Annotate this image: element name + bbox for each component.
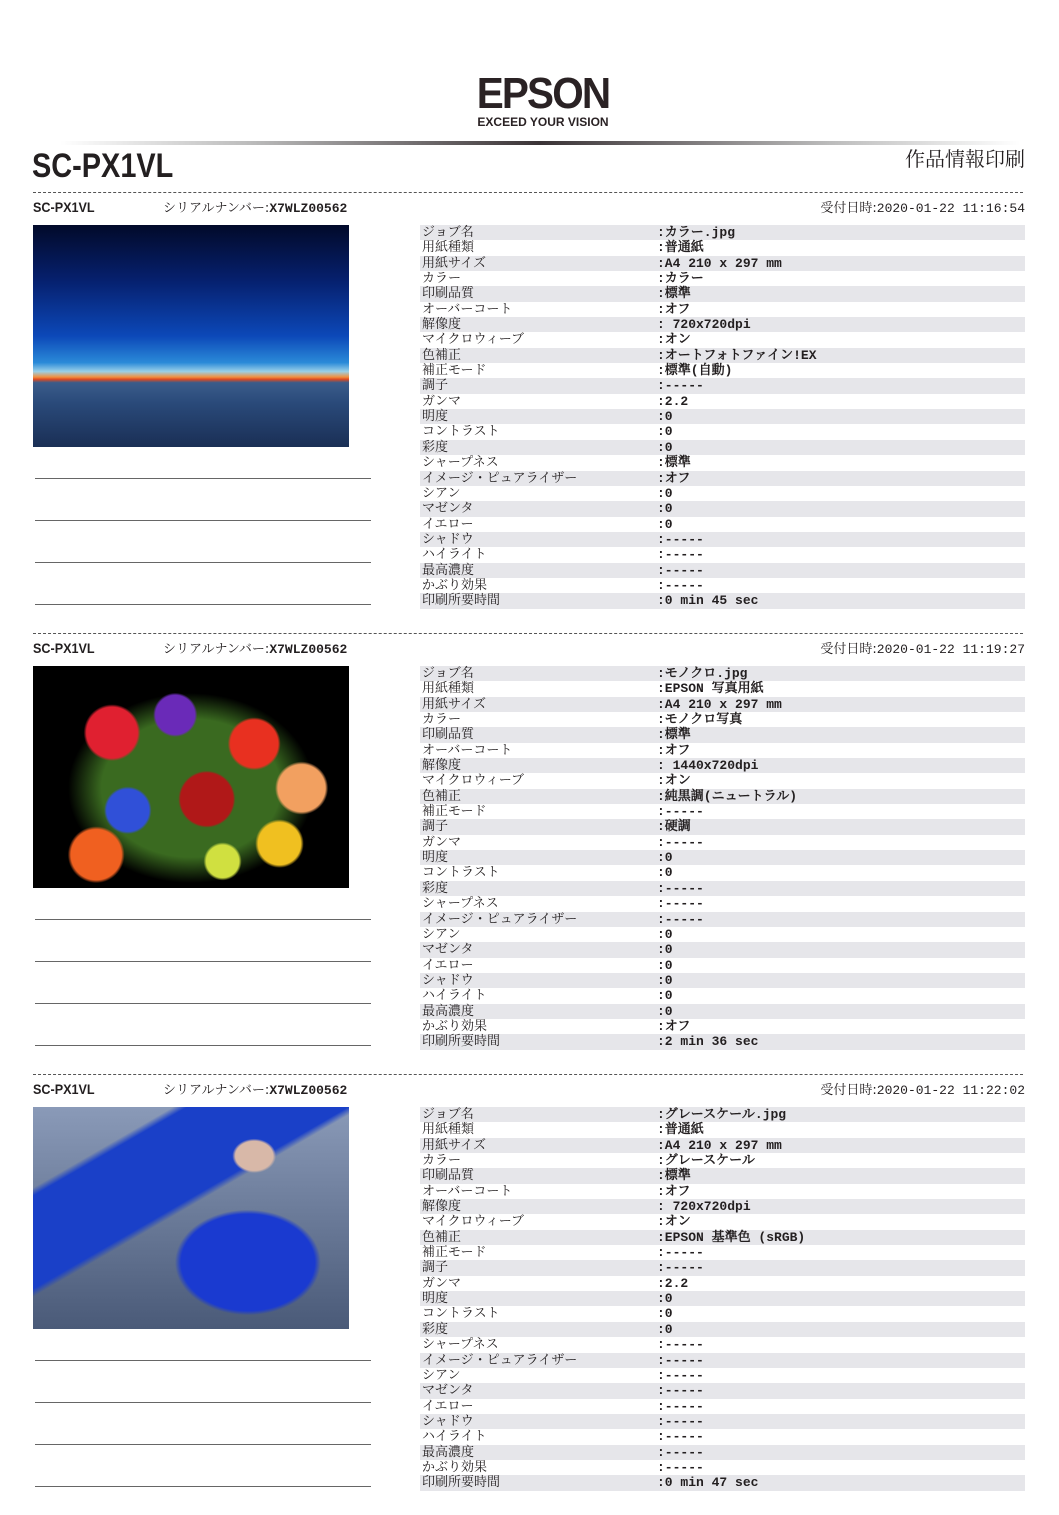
settings-row (420, 988, 1025, 1003)
setting-label: 印刷所要時間 (422, 1034, 501, 1050)
settings-row (420, 1153, 1025, 1168)
received-label: 受付日時: (820, 201, 877, 216)
setting-label: ジョブ名 (422, 666, 474, 681)
job-section (0, 192, 1059, 633)
setting-value: :標準 (657, 1168, 691, 1184)
setting-value: :0 (657, 988, 673, 1004)
note-line (35, 1003, 371, 1004)
setting-label: 色補正 (422, 347, 462, 363)
settings-row (420, 532, 1025, 547)
setting-value: :モノクロ写真 (657, 712, 743, 728)
settings-row (420, 225, 1025, 240)
setting-label: シャドウ (422, 1413, 474, 1429)
settings-row (420, 835, 1025, 850)
setting-label: 最高濃度 (422, 1003, 475, 1019)
settings-row (420, 666, 1025, 681)
settings-row (420, 1306, 1025, 1321)
settings-row (420, 271, 1025, 286)
setting-value: :0 (657, 972, 673, 988)
job-thumbnail-sunset (33, 225, 349, 447)
setting-value: :オフ (657, 1018, 691, 1034)
setting-value: :A4 210 x 297 mm (657, 696, 782, 712)
setting-value: :A4 210 x 297 mm (657, 255, 782, 271)
setting-value: :----- (657, 1398, 704, 1414)
setting-label: イエロー (422, 516, 474, 532)
note-line (35, 1402, 371, 1403)
settings-row (420, 1414, 1025, 1429)
setting-value: :標準 (657, 286, 691, 302)
setting-value: :----- (657, 880, 704, 896)
settings-row (420, 1291, 1025, 1306)
setting-value: :オフ (657, 470, 691, 486)
setting-label: オーバーコート (422, 1183, 513, 1199)
received-label: 受付日時: (820, 642, 877, 657)
setting-label: シアン (422, 485, 461, 501)
settings-row (420, 1475, 1025, 1490)
settings-row (420, 1260, 1025, 1275)
serial-number (163, 1083, 347, 1099)
settings-row (420, 1460, 1025, 1475)
setting-label: 調子 (422, 378, 449, 394)
settings-row (420, 348, 1025, 363)
setting-value: :----- (657, 1337, 704, 1353)
setting-label: オーバーコート (422, 742, 513, 758)
setting-label: ハイライト (422, 547, 487, 563)
setting-value: :----- (657, 547, 704, 563)
setting-label: 用紙種類 (422, 1122, 475, 1138)
setting-value: :2.2 (657, 393, 689, 409)
setting-value: :----- (657, 1429, 704, 1445)
setting-value: :カラー (657, 271, 704, 287)
setting-value: :----- (657, 1459, 704, 1475)
setting-label: かぶり効果 (422, 577, 488, 593)
job-section (0, 1074, 1059, 1515)
settings-row (420, 1004, 1025, 1019)
settings-row (420, 486, 1025, 501)
setting-value: :----- (657, 378, 704, 394)
settings-row (420, 332, 1025, 347)
setting-value: :0 (657, 485, 673, 501)
setting-value: :オフ (657, 1183, 691, 1199)
setting-label: かぶり効果 (422, 1459, 488, 1475)
setting-value: :普通紙 (657, 1122, 704, 1138)
settings-row (420, 865, 1025, 880)
setting-value: :0 (657, 1291, 673, 1307)
received-value: 2020-01-22 11:19:27 (876, 642, 1025, 657)
setting-value: :標準 (657, 455, 691, 471)
setting-label: 解像度 (422, 1199, 462, 1215)
setting-value: :0 (657, 850, 673, 866)
setting-label: 補正モード (422, 804, 487, 820)
setting-value: :----- (657, 896, 704, 912)
settings-row (420, 789, 1025, 804)
settings-row (420, 804, 1025, 819)
settings-row (420, 697, 1025, 712)
job-section (0, 633, 1059, 1074)
settings-row (420, 455, 1025, 470)
setting-label: 用紙種類 (422, 681, 475, 697)
printer-model-title: SC-PX1VL (32, 147, 174, 185)
setting-label: 用紙種類 (422, 240, 475, 256)
setting-label: シアン (422, 1367, 461, 1383)
setting-label: 明度 (422, 850, 449, 866)
dashed-divider (33, 1074, 1023, 1075)
settings-row (420, 1337, 1025, 1352)
settings-row (420, 501, 1025, 516)
setting-value: :2 min 36 sec (657, 1034, 759, 1050)
setting-label: イメージ・ピュアライザー (422, 911, 578, 927)
setting-label: 明度 (422, 409, 449, 425)
setting-value: :----- (657, 1260, 704, 1276)
setting-label: シャープネス (422, 1337, 499, 1353)
setting-value: :オフ (657, 301, 691, 317)
setting-label: イメージ・ピュアライザー (422, 1352, 578, 1368)
serial-number (163, 642, 347, 658)
job-settings-table (420, 225, 1025, 609)
settings-row (420, 1429, 1025, 1444)
setting-label: ハイライト (422, 988, 487, 1004)
setting-value: :----- (657, 804, 704, 820)
setting-label: 用紙サイズ (422, 255, 486, 271)
setting-label: シャドウ (422, 531, 474, 547)
job-model: SC-PX1VL (33, 199, 95, 215)
setting-label: マイクロウィーブ (422, 332, 525, 348)
setting-label: カラー (422, 1153, 462, 1169)
setting-label: 最高濃度 (422, 562, 475, 578)
setting-label: ジョブ名 (422, 225, 474, 240)
setting-label: マゼンタ (422, 501, 474, 517)
epson-tagline: EXCEED YOUR VISION (477, 115, 609, 129)
setting-label: カラー (422, 271, 462, 287)
setting-label: 調子 (422, 819, 449, 835)
settings-row (420, 302, 1025, 317)
dashed-divider (33, 192, 1023, 193)
setting-value: :0 (657, 1321, 673, 1337)
setting-label: 用紙サイズ (422, 696, 486, 712)
settings-row (420, 727, 1025, 742)
settings-row (420, 1107, 1025, 1122)
setting-value: :0 (657, 501, 673, 517)
serial-value: X7WLZ00562 (269, 1083, 348, 1098)
setting-value: :普通紙 (657, 240, 704, 256)
setting-value: :グレースケール (657, 1153, 755, 1169)
setting-label: 印刷所要時間 (422, 593, 501, 609)
setting-label: 印刷所要時間 (422, 1475, 501, 1491)
settings-row (420, 1445, 1025, 1460)
setting-value: :----- (657, 1367, 704, 1383)
received-datetime (820, 1083, 1025, 1099)
setting-label: 明度 (422, 1291, 449, 1307)
setting-value: :オン (657, 332, 691, 348)
header-gradient-rule (60, 141, 1020, 145)
received-value: 2020-01-22 11:16:54 (876, 201, 1025, 216)
settings-row (420, 517, 1025, 532)
setting-value: :----- (657, 531, 704, 547)
job-settings-table (420, 1107, 1025, 1491)
setting-value: :標準(自動) (657, 363, 733, 379)
setting-label: 用紙サイズ (422, 1137, 486, 1153)
settings-row (420, 593, 1025, 608)
settings-row (420, 394, 1025, 409)
setting-value: :グレースケール.jpg (657, 1107, 787, 1122)
settings-row (420, 912, 1025, 927)
setting-label: カラー (422, 712, 462, 728)
serial-number (163, 201, 347, 217)
setting-value: :0 (657, 439, 673, 455)
setting-value: :モノクロ.jpg (657, 666, 748, 681)
settings-row (420, 881, 1025, 896)
settings-row (420, 286, 1025, 301)
settings-row (420, 256, 1025, 271)
settings-row (420, 927, 1025, 942)
setting-value: :0 (657, 516, 673, 532)
setting-label: コントラスト (422, 424, 500, 440)
setting-value: :----- (657, 1383, 704, 1399)
setting-value: :硬調 (657, 819, 691, 835)
setting-label: ガンマ (422, 393, 462, 409)
setting-value: :オン (657, 773, 691, 789)
setting-label: 補正モード (422, 1245, 487, 1261)
setting-value: :----- (657, 1245, 704, 1261)
setting-value: :0 (657, 865, 673, 881)
settings-row (420, 743, 1025, 758)
job-settings-table (420, 666, 1025, 1050)
settings-row (420, 973, 1025, 988)
note-line (35, 1486, 371, 1487)
setting-value: :----- (657, 577, 704, 593)
settings-row (420, 1214, 1025, 1229)
settings-row (420, 958, 1025, 973)
setting-value: :----- (657, 1444, 704, 1460)
serial-value: X7WLZ00562 (269, 642, 348, 657)
setting-value: :標準 (657, 727, 691, 743)
setting-value: :----- (657, 1352, 704, 1368)
settings-row (420, 578, 1025, 593)
setting-value: :----- (657, 562, 704, 578)
settings-row (420, 424, 1025, 439)
setting-value: :----- (657, 1413, 704, 1429)
setting-value: :オン (657, 1214, 691, 1230)
serial-label: シリアルナンバー: (163, 1083, 270, 1098)
settings-row (420, 1245, 1025, 1260)
setting-label: マゼンタ (422, 1383, 474, 1399)
setting-label: イエロー (422, 1398, 474, 1414)
setting-label: シアン (422, 926, 461, 942)
settings-row (420, 1322, 1025, 1337)
setting-value: :EPSON 基準色 (sRGB) (657, 1229, 806, 1245)
setting-label: かぶり効果 (422, 1018, 488, 1034)
note-line (35, 1360, 371, 1361)
note-line (35, 961, 371, 962)
received-value: 2020-01-22 11:22:02 (876, 1083, 1025, 1098)
setting-value: :0 min 45 sec (657, 593, 759, 609)
settings-row (420, 819, 1025, 834)
setting-label: シャドウ (422, 972, 474, 988)
setting-value: :0 (657, 957, 673, 973)
note-line (35, 520, 371, 521)
serial-value: X7WLZ00562 (269, 201, 348, 216)
job-model: SC-PX1VL (33, 1081, 95, 1097)
setting-value: :0 min 47 sec (657, 1475, 759, 1491)
note-line (35, 478, 371, 479)
settings-row (420, 681, 1025, 696)
setting-label: シャープネス (422, 455, 499, 471)
settings-row (420, 773, 1025, 788)
settings-row (420, 1353, 1025, 1368)
setting-value: : 720x720dpi (657, 1199, 751, 1215)
setting-label: イメージ・ピュアライザー (422, 470, 578, 486)
setting-value: :EPSON 写真用紙 (657, 681, 764, 697)
document-title: 作品情報印刷 (905, 147, 1025, 171)
setting-value: :オフ (657, 742, 691, 758)
setting-value: :カラー.jpg (657, 225, 736, 240)
settings-row (420, 317, 1025, 332)
job-thumbnail-portrait (33, 1107, 349, 1329)
setting-value: :純黒調(ニュートラル) (657, 788, 798, 804)
epson-logo: EPSON (476, 69, 610, 118)
received-label: 受付日時: (820, 1083, 877, 1098)
job-model: SC-PX1VL (33, 640, 95, 656)
settings-row (420, 563, 1025, 578)
settings-row (420, 1122, 1025, 1137)
settings-row (420, 240, 1025, 255)
settings-row (420, 1034, 1025, 1049)
setting-value: :0 (657, 1003, 673, 1019)
settings-row (420, 471, 1025, 486)
settings-row (420, 409, 1025, 424)
settings-row (420, 712, 1025, 727)
settings-row (420, 1368, 1025, 1383)
setting-label: コントラスト (422, 1306, 500, 1322)
setting-label: 補正モード (422, 363, 487, 379)
setting-label: マイクロウィーブ (422, 773, 525, 789)
setting-value: :0 (657, 409, 673, 425)
settings-row (420, 850, 1025, 865)
setting-label: 印刷品質 (422, 727, 475, 743)
note-line (35, 919, 371, 920)
note-line (35, 562, 371, 563)
setting-label: マイクロウィーブ (422, 1214, 525, 1230)
setting-value: :0 (657, 926, 673, 942)
setting-label: 印刷品質 (422, 1168, 475, 1184)
received-datetime (820, 642, 1025, 658)
settings-row (420, 758, 1025, 773)
setting-label: 色補正 (422, 1229, 462, 1245)
setting-label: 解像度 (422, 317, 462, 333)
note-line (35, 1045, 371, 1046)
setting-label: 彩度 (422, 439, 449, 455)
setting-value: :0 (657, 1306, 673, 1322)
settings-row (420, 896, 1025, 911)
settings-row (420, 1199, 1025, 1214)
setting-value: :オートフォトファイン!EX (657, 347, 817, 363)
settings-row (420, 440, 1025, 455)
setting-value: :0 (657, 424, 673, 440)
serial-label: シリアルナンバー: (163, 201, 270, 216)
settings-row (420, 378, 1025, 393)
setting-value: : 720x720dpi (657, 317, 751, 333)
note-line (35, 604, 371, 605)
setting-value: :2.2 (657, 1275, 689, 1291)
setting-label: 調子 (422, 1260, 449, 1276)
setting-label: マゼンタ (422, 942, 474, 958)
setting-value: : 1440x720dpi (657, 758, 759, 774)
setting-value: :0 (657, 942, 673, 958)
setting-label: イエロー (422, 957, 474, 973)
setting-label: 最高濃度 (422, 1444, 475, 1460)
settings-row (420, 363, 1025, 378)
settings-row (420, 1019, 1025, 1034)
settings-row (420, 1184, 1025, 1199)
settings-row (420, 1138, 1025, 1153)
settings-row (420, 1230, 1025, 1245)
serial-label: シリアルナンバー: (163, 642, 270, 657)
setting-label: オーバーコート (422, 301, 513, 317)
settings-row (420, 547, 1025, 562)
setting-label: 色補正 (422, 788, 462, 804)
setting-value: :----- (657, 834, 704, 850)
settings-row (420, 942, 1025, 957)
setting-label: 彩度 (422, 1321, 449, 1337)
setting-label: 印刷品質 (422, 286, 475, 302)
setting-label: 解像度 (422, 758, 462, 774)
setting-value: :A4 210 x 297 mm (657, 1137, 782, 1153)
dashed-divider (33, 633, 1023, 634)
setting-label: ガンマ (422, 834, 462, 850)
settings-row (420, 1276, 1025, 1291)
job-thumbnail-flowers (33, 666, 349, 888)
received-datetime (820, 201, 1025, 217)
setting-label: コントラスト (422, 865, 500, 881)
setting-label: ハイライト (422, 1429, 487, 1445)
settings-row (420, 1399, 1025, 1414)
setting-label: ガンマ (422, 1275, 462, 1291)
note-line (35, 1444, 371, 1445)
setting-label: ジョブ名 (422, 1107, 474, 1122)
settings-row (420, 1383, 1025, 1398)
setting-label: 彩度 (422, 880, 449, 896)
setting-value: :----- (657, 911, 704, 927)
settings-row (420, 1168, 1025, 1183)
setting-label: シャープネス (422, 896, 499, 912)
